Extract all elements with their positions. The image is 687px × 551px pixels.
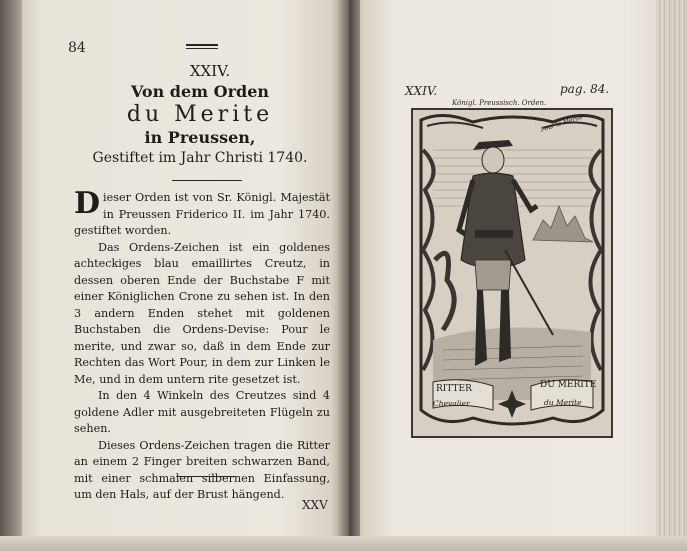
paragraph-1	[74, 186, 330, 240]
banner-left-subtitle: Chevalier	[433, 399, 470, 408]
drop-cap: D	[74, 186, 101, 221]
plate-number: XXIV.	[405, 84, 438, 98]
plate-caption: Königl. Preussisch. Orden.	[452, 99, 547, 107]
title-line-2: du Merite	[126, 102, 274, 127]
title-line-4: Gestiftet im Jahr Christi 1740.	[92, 150, 308, 166]
catchword: XXV	[302, 498, 328, 512]
paragraph-3: In den 4 Winkeln des Creutzes sind 4 goldene Adler mit ausgebreiteten Flügeln zu sehen.	[74, 389, 330, 435]
plate-motto: Pour le Merite	[539, 113, 584, 134]
title-divider	[172, 180, 242, 181]
section-number: XXIV.	[189, 62, 231, 80]
header-ornament-rule	[186, 44, 218, 49]
paragraph-4: Dieses Ordens-Zeichen tragen die Ritter an einem 2 Finger breiten schwarzen Band, mit einer schmalen silbernen Einfassung, um den Hals, auf der Brust hängend.	[74, 438, 330, 501]
bottom-edge	[0, 536, 687, 551]
page-edges	[656, 0, 687, 551]
paragraph-2: Das Ordens-Zeichen ist ein goldenes achteckiges blau emaillirtes Creutz, in dessen oberen Ende der Buchstabe F mit einer Königlichen Crone zu sehen ist. In den 3 andern Enden stehet mit goldenen Buchstaben die Ordens-Devise: Pour le merite, und zwar so, daß in dem Ende zur Rechten das Wort Pour, in dem zur Linken le Me, und in dem untern rite gesetzet ist.	[74, 240, 330, 386]
title-line-1: Von dem Orden	[130, 82, 270, 101]
footer-rule	[176, 476, 236, 477]
banner-right-title: DU MERITE	[540, 380, 597, 390]
plate-page-reference: pag. 84.	[560, 82, 610, 96]
body-text	[74, 186, 330, 504]
banner-right-subtitle: du Merite	[544, 398, 582, 407]
banner-left-title: RITTER	[436, 384, 472, 394]
paragraph-1-text: ieser Orden ist von Sr. Königl. Majestät in Preussen Friderico II. im Jahr 1740. gestiftet worden.	[74, 191, 330, 237]
page-number: 84	[68, 40, 86, 56]
title-line-3: in Preussen,	[144, 128, 256, 147]
